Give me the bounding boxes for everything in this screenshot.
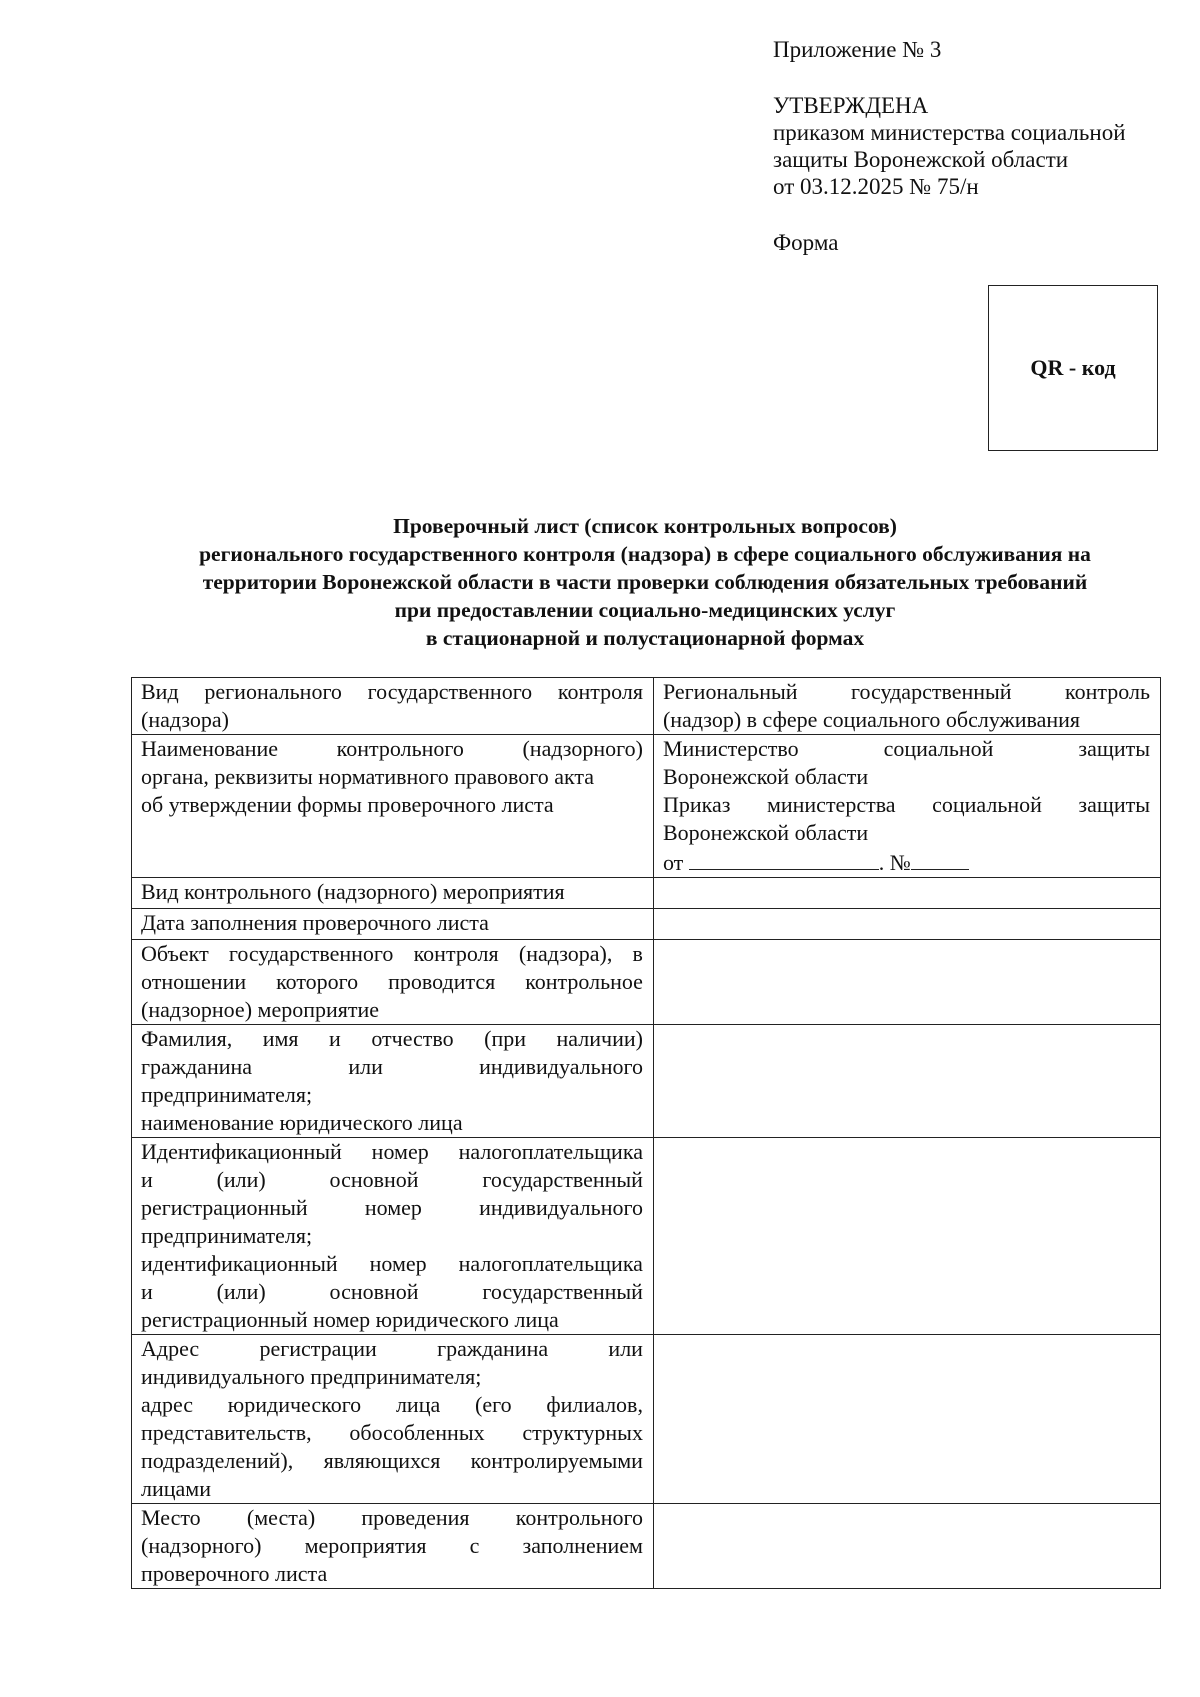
- cell-text: предпринимателя;: [141, 1223, 313, 1248]
- cell-text: Вид регионального государственного контроля: [141, 679, 643, 704]
- table-cell-label: [132, 1335, 654, 1504]
- cell-text: Адрес регистрации гражданина или: [141, 1336, 643, 1361]
- cell-text: Место (места) проведения контрольного: [141, 1505, 643, 1530]
- table-cell-value: [653, 678, 1160, 735]
- title-line-3: территории Воронежской области в части проверки соблюдения обязательных требований: [202, 570, 1088, 594]
- cell-text: Вид контрольного (надзорного) мероприятия: [141, 879, 565, 904]
- title-line-1: Проверочный лист (список контрольных вопросов): [393, 514, 897, 538]
- cell-text: лицами: [141, 1476, 211, 1501]
- cell-text: индивидуального предпринимателя;: [141, 1364, 482, 1389]
- table-row: [132, 909, 1161, 940]
- table-cell-value[interactable]: [653, 940, 1160, 1025]
- document-title: [110, 512, 1180, 652]
- table-cell-label: [132, 1138, 654, 1335]
- cell-text: проверочного листа: [141, 1561, 328, 1586]
- cell-text: предпринимателя;: [141, 1082, 313, 1107]
- table-cell-label: [132, 878, 654, 909]
- table-row: [132, 1335, 1161, 1504]
- title-line-5: в стационарной и полустационарной формах: [425, 626, 865, 650]
- appendix-label: Приложение № 3: [773, 37, 942, 62]
- table-cell-value[interactable]: [653, 878, 1160, 909]
- from-label: от: [662, 850, 684, 875]
- cell-text: (надзорное) мероприятие: [141, 997, 380, 1022]
- approved-label: УТВЕРЖДЕНА: [773, 93, 929, 118]
- cell-text: и (или) основной государственный: [141, 1279, 643, 1304]
- cell-text: органа, реквизиты нормативного правового акта: [141, 764, 595, 789]
- number-label: . №: [878, 850, 911, 875]
- table-row: [132, 878, 1161, 909]
- cell-text: (надзорного) мероприятия с заполнением: [141, 1533, 643, 1558]
- cell-text: Наименование контрольного (надзорного): [141, 736, 643, 761]
- cell-text: Приказ министерства социальной защиты: [662, 792, 1150, 817]
- table-cell-value[interactable]: [653, 1335, 1160, 1504]
- table-row: [132, 678, 1161, 735]
- table-cell-label: [132, 1504, 654, 1589]
- order-number-blank[interactable]: [911, 847, 969, 870]
- cell-text: подразделений), являющихся контролируемыми: [141, 1448, 643, 1473]
- cell-text: (надзора): [141, 707, 229, 732]
- order-reference-line: [663, 847, 1150, 877]
- cell-text: отношении которого проводится контрольное: [141, 969, 643, 994]
- approval-block: [773, 36, 1173, 256]
- table-cell-label: [132, 678, 654, 735]
- table-cell-label: [132, 940, 654, 1025]
- title-line-2: регионального государственного контроля (надзора) в сфере социального обслуживания на: [199, 542, 1091, 566]
- order-line-3: от 03.12.2025 № 75/н: [773, 174, 979, 199]
- form-label: Форма: [773, 230, 839, 255]
- table-row: [132, 735, 1161, 878]
- cell-text: Воронежской области: [662, 820, 869, 845]
- cell-text: наименование юридического лица: [141, 1110, 463, 1135]
- table-cell-value[interactable]: [653, 1138, 1160, 1335]
- order-line-1: приказом министерства социальной: [773, 120, 1126, 145]
- table-cell-value: [653, 735, 1160, 878]
- cell-text: Воронежской области: [662, 764, 869, 789]
- table-cell-label: [132, 735, 654, 878]
- table-cell-label: [132, 909, 654, 940]
- table-cell-label: [132, 1025, 654, 1138]
- cell-text: регистрационный номер индивидуального: [141, 1195, 643, 1220]
- table-cell-value[interactable]: [653, 909, 1160, 940]
- table-row: [132, 1504, 1161, 1589]
- cell-text: Фамилия, имя и отчество (при наличии): [141, 1026, 643, 1051]
- qr-code-placeholder: [988, 285, 1158, 451]
- cell-text: Идентификационный номер налогоплательщика: [141, 1139, 643, 1164]
- title-line-4: при предоставлении социально-медицинских услуг: [394, 598, 896, 622]
- checklist-info-table: [131, 677, 1161, 1589]
- table-row: [132, 1025, 1161, 1138]
- order-date-blank[interactable]: [689, 847, 879, 870]
- table-cell-value[interactable]: [653, 1025, 1160, 1138]
- cell-text: Объект государственного контроля (надзора), в: [141, 941, 643, 966]
- cell-text: регистрационный номер юридического лица: [141, 1307, 559, 1332]
- table-row: [132, 940, 1161, 1025]
- cell-text: (надзор) в сфере социального обслуживания: [662, 707, 1081, 732]
- table-cell-value[interactable]: [653, 1504, 1160, 1589]
- table-row: [132, 1138, 1161, 1335]
- cell-text: Дата заполнения проверочного листа: [141, 910, 489, 935]
- cell-text: Министерство социальной защиты: [662, 736, 1150, 761]
- cell-text: представительств, обособленных структурных: [141, 1420, 643, 1445]
- cell-text: об утверждении формы проверочного листа: [141, 792, 554, 817]
- cell-text: адрес юридического лица (его филиалов,: [141, 1392, 643, 1417]
- cell-text: Региональный государственный контроль: [662, 679, 1150, 704]
- cell-text: и (или) основной государственный: [141, 1167, 643, 1192]
- cell-text: гражданина или индивидуального: [141, 1054, 643, 1079]
- cell-text: идентификационный номер налогоплательщика: [141, 1251, 643, 1276]
- qr-code-label: QR - код: [1030, 355, 1116, 380]
- order-line-2: защиты Воронежской области: [773, 147, 1069, 172]
